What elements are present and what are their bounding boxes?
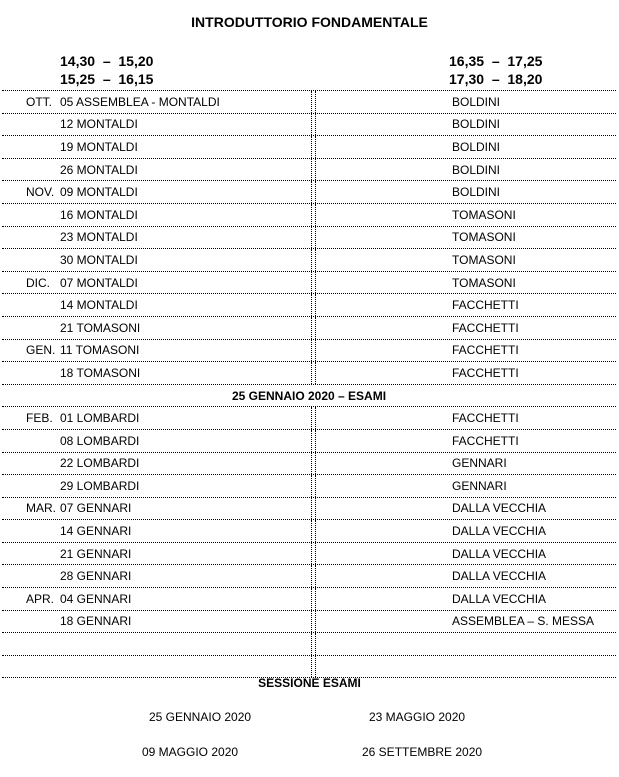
left-slot-cell: 09 MONTALDI [60,185,138,200]
column-divider [311,453,316,475]
month-cell: DIC. [26,275,50,290]
left-slot-cell: 18 GENNARI [60,614,132,629]
column-divider [311,611,316,633]
column-divider [311,362,316,384]
table-row [2,633,616,656]
column-divider [311,633,316,655]
table-row [2,294,616,317]
time-slots-left [60,52,153,88]
time-slot: 17,30 – 18,20 [449,71,543,87]
left-slot-cell: 29 LOMBARDI [60,478,140,493]
table-row [2,272,616,295]
table-row [2,498,616,521]
right-slot-cell: BOLDINI [452,94,501,109]
right-slot-cell: TOMASONI [452,207,516,222]
right-slot-cell: DALLA VECCHIA [452,546,547,561]
table-row [2,91,616,114]
time-slots-right [449,52,542,88]
month-cell: OTT. [26,94,52,109]
right-slot-cell: TOMASONI [452,252,516,267]
column-divider [311,204,316,226]
left-slot-cell: 21 GENNARI [60,546,132,561]
table-row [2,227,616,250]
month-cell: GEN. [26,343,56,358]
left-slot-cell: 05 ASSEMBLEA - MONTALDI [60,94,220,109]
column-divider [311,294,316,316]
left-slot-cell: 26 MONTALDI [60,162,138,177]
column-divider [311,181,316,203]
month-cell: MAR. [26,501,56,516]
left-slot-cell: 22 LOMBARDI [60,456,140,471]
right-slot-cell: FACCHETTI [452,298,519,313]
time-slot: 14,30 – 15,20 [60,53,154,69]
time-slot: 15,25 – 16,15 [60,71,154,87]
right-slot-cell: DALLA VECCHIA [452,501,547,516]
right-slot-cell: GENNARI [452,456,507,471]
column-divider [311,498,316,520]
schedule-table [2,90,616,678]
right-slot-cell: TOMASONI [452,230,516,245]
table-row [2,453,616,476]
left-slot-cell: 01 LOMBARDI [60,411,140,426]
right-slot-cell: DALLA VECCHIA [452,591,547,606]
left-slot-cell: 04 GENNARI [60,591,132,606]
document-title: INTRODUTTORIO FONDAMENTALE [191,14,428,30]
time-slot: 16,35 – 17,25 [449,53,543,69]
column-divider [311,475,316,497]
right-slot-cell: GENNARI [452,478,507,493]
month-cell: NOV. [26,185,55,200]
left-slot-cell: 30 MONTALDI [60,252,138,267]
left-slot-cell: 08 LOMBARDI [60,433,140,448]
left-slot-cell: 19 MONTALDI [60,139,138,154]
exam-date: 26 SETTEMBRE 2020 [362,745,483,759]
right-slot-cell: BOLDINI [452,162,501,177]
left-slot-cell: 21 TOMASONI [60,320,141,335]
table-row [2,204,616,227]
table-row [2,249,616,272]
right-slot-cell: FACCHETTI [452,320,519,335]
column-divider [311,588,316,610]
right-slot-cell: ASSEMBLEA – S. MESSA [452,614,595,629]
table-row [2,407,616,430]
exam-date: 23 MAGGIO 2020 [369,710,466,724]
left-slot-cell: 16 MONTALDI [60,207,138,222]
column-divider [311,249,316,271]
column-divider [311,317,316,339]
left-slot-cell: 18 TOMASONI [60,365,141,380]
column-divider [311,340,316,362]
right-slot-cell: FACCHETTI [452,411,519,426]
column-divider [311,656,316,678]
column-divider [311,430,316,452]
table-row [2,430,616,453]
column-divider [311,272,316,294]
month-cell: FEB. [26,411,53,426]
column-divider [311,159,316,181]
right-slot-cell: DALLA VECCHIA [452,524,547,539]
table-row [2,136,616,159]
left-slot-cell: 28 GENNARI [60,569,132,584]
exam-date: 25 GENNAIO 2020 [149,710,252,724]
right-slot-cell: DALLA VECCHIA [452,569,547,584]
table-row [2,317,616,340]
table-row [2,362,616,385]
left-slot-cell: 07 MONTALDI [60,275,138,290]
column-divider [311,91,316,113]
table-row [2,114,616,137]
table-row [2,181,616,204]
left-slot-cell: 07 GENNARI [60,501,132,516]
right-slot-cell: TOMASONI [452,275,516,290]
column-divider [311,136,316,158]
right-slot-cell: FACCHETTI [452,433,519,448]
column-divider [311,543,316,565]
table-row [2,385,616,408]
column-divider [311,227,316,249]
column-divider [311,565,316,587]
right-slot-cell: FACCHETTI [452,343,519,358]
left-slot-cell: 14 MONTALDI [60,298,138,313]
table-row [2,520,616,543]
column-divider [311,114,316,136]
left-slot-cell: 11 TOMASONI [60,343,140,358]
month-cell: APR. [26,591,55,606]
right-slot-cell: FACCHETTI [452,365,519,380]
table-row [2,159,616,182]
left-slot-cell: 14 GENNARI [60,524,132,539]
exam-banner: 25 GENNAIO 2020 – ESAMI [231,388,387,403]
table-row [2,611,616,634]
right-slot-cell: BOLDINI [452,185,501,200]
table-row [2,565,616,588]
table-row [2,475,616,498]
table-row [2,340,616,363]
table-row [2,543,616,566]
column-divider [311,520,316,542]
right-slot-cell: BOLDINI [452,139,501,154]
right-slot-cell: BOLDINI [452,117,501,132]
exam-date: 09 MAGGIO 2020 [142,745,239,759]
left-slot-cell: 23 MONTALDI [60,230,138,245]
column-divider [311,407,316,429]
left-slot-cell: 12 MONTALDI [60,117,138,132]
session-title: SESSIONE ESAMI [258,676,361,690]
table-row [2,588,616,611]
